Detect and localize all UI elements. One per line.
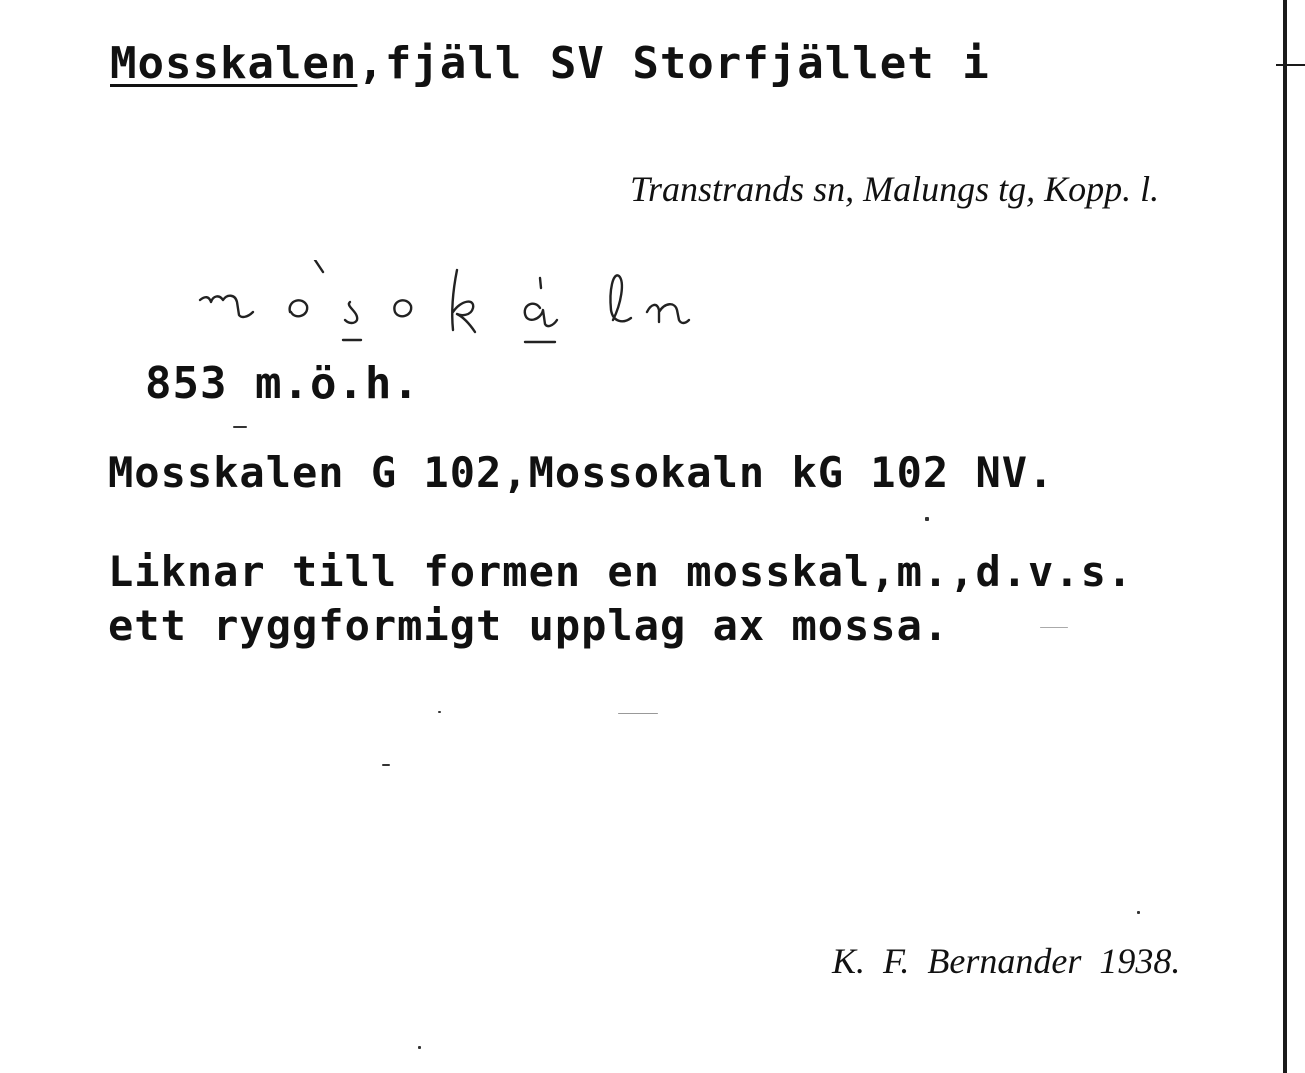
map-references: Mosskalen G 102,Mossokaln kG 102 NV.: [108, 448, 1055, 497]
speck: [618, 713, 658, 714]
place-description: ,fjäll SV Storfjället i: [357, 38, 990, 89]
speck: [233, 426, 247, 428]
description-line-1: Liknar till formen en mosskal,m.,d.v.s.: [108, 547, 1134, 596]
speck: [1137, 911, 1140, 914]
card-title: [110, 38, 990, 89]
phonetic-transcription: [195, 260, 775, 355]
speck: [925, 517, 929, 521]
speck: [418, 1046, 421, 1049]
altitude: 853 m.ö.h.: [145, 358, 420, 409]
speck: [438, 711, 441, 713]
speck: [1040, 627, 1068, 628]
parish-line: Transtrands sn, Malungs tg, Kopp. l.: [630, 169, 1160, 209]
description: [108, 545, 1133, 653]
description-line-2: ett ryggformigt upplag ax mossa.: [108, 601, 950, 650]
card-edge-tick: [1276, 64, 1305, 66]
signature: K. F. Bernander 1938.: [832, 941, 1181, 981]
place-name: Mosskalen: [110, 38, 358, 89]
speck: [382, 764, 390, 766]
card-right-edge: [1283, 0, 1287, 1073]
